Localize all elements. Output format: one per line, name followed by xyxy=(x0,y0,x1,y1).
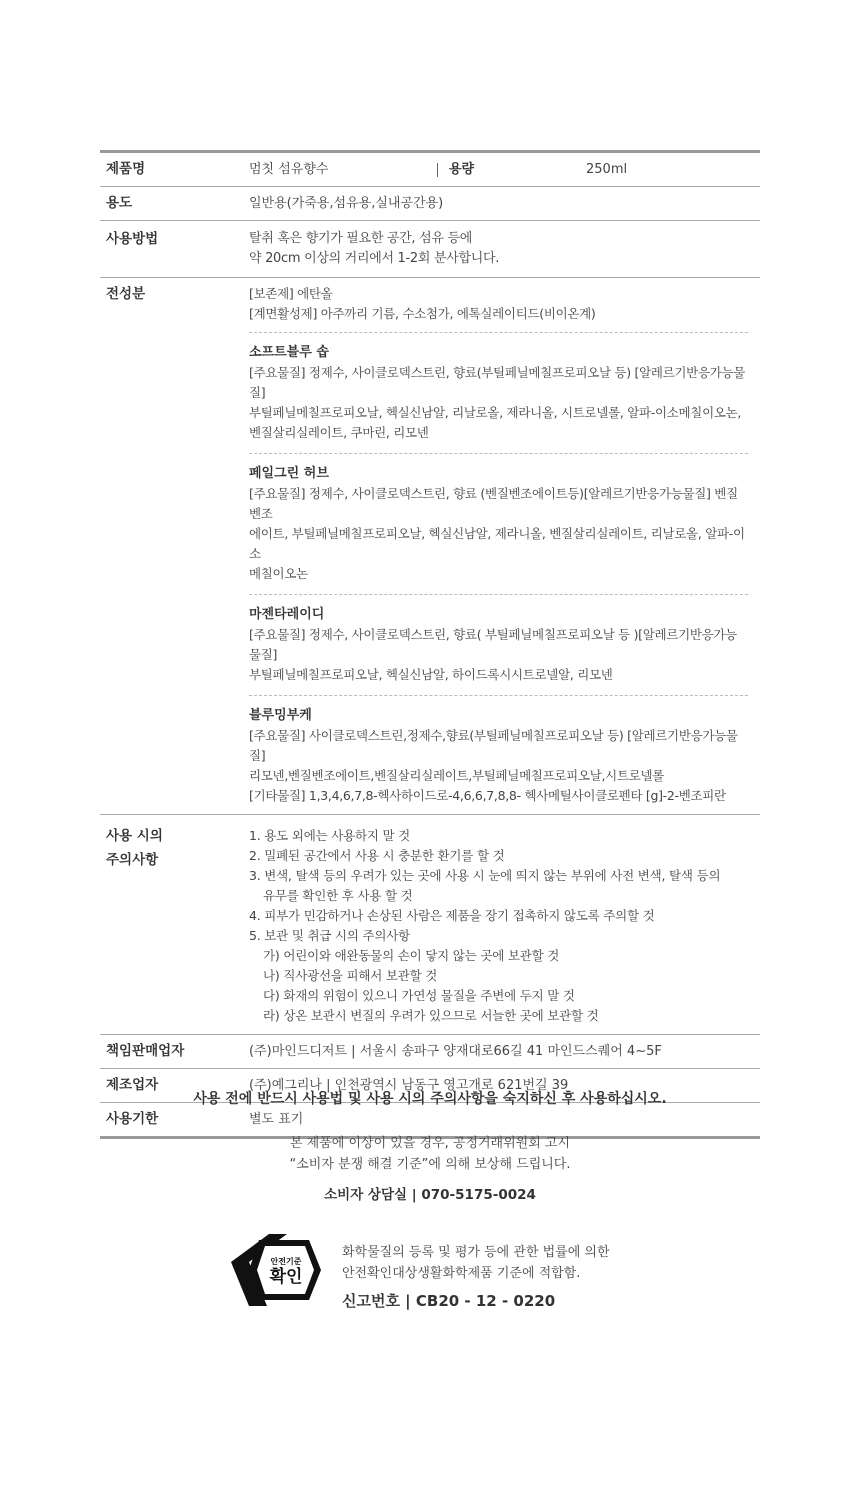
ingredient-line: 벤질살리실레이트, 쿠마린, 리모넨 xyxy=(249,425,429,440)
row-ingredients xyxy=(100,278,760,815)
label-method: 사용방법 xyxy=(106,231,159,247)
ingredients-value xyxy=(249,278,760,814)
maker-value: (주)예그리나 | 인천광역시 남동구 영고개로 621번길 39 xyxy=(249,1078,569,1093)
caution-item: 5. 보관 및 취급 시의 주의사항 xyxy=(249,928,411,943)
scent-title: 블루밍부케 xyxy=(249,708,312,723)
caution-item: 4. 피부가 민감하거나 손상된 사람은 제품을 장기 접촉하지 않도록 주의할 것 xyxy=(249,908,655,923)
ingredient-line: [주요물질] 사이클로덱스트린,정제수,향료(부틸페닐메칠프로피오날 등) [알레르기반응가능물질] xyxy=(249,728,738,763)
expiry-value: 별도 표기 xyxy=(249,1112,304,1127)
caution-item: 2. 밀폐된 공간에서 사용 시 충분한 환기를 할 것 xyxy=(249,848,505,863)
scent-soft-blue-soap xyxy=(249,333,748,454)
compensation-notice xyxy=(0,1133,860,1175)
caution-item: 라) 상온 보관시 변질의 우려가 있으므로 서늘한 곳에 보관할 것 xyxy=(263,1008,599,1023)
registration-number: 신고번호 | CB20 - 12 - 0220 xyxy=(342,1292,556,1310)
logo-big-text: 확인 xyxy=(269,1267,303,1287)
column-divider xyxy=(437,163,438,177)
label-volume: 용량 xyxy=(449,162,475,177)
scent-title: 소프트블루 솝 xyxy=(249,345,329,360)
caution-item: 유무를 확인한 후 사용 할 것 xyxy=(263,888,413,903)
ingredient-line: [기타물질] 1,3,4,6,7,8-헥사하이드로-4,6,6,7,8,8- 헥사메틸사이클로펜타 [g]-2-벤조피란 xyxy=(249,788,726,803)
label-caution-line: 주의사항 xyxy=(106,852,159,868)
caution-item: 다) 화재의 위험이 있으니 가연성 물질을 주변에 두지 말 것 xyxy=(263,988,575,1003)
scent-blooming-bouquet xyxy=(249,696,748,814)
caution-list xyxy=(249,815,760,1034)
ingredient-line: 부틸페닐메칠프로피오날, 헥실신남알, 하이드록시시트로넬알, 리모넨 xyxy=(249,667,613,682)
usage-value: 일반용(가죽용,섬유용,실내공간용) xyxy=(249,196,444,211)
safety-check-logo xyxy=(229,1232,324,1307)
caution-item: 나) 직사광선을 피해서 보관할 것 xyxy=(263,968,438,983)
label-caution xyxy=(100,815,249,1034)
method-line: 탈취 혹은 향기가 필요한 공간, 섬유 등에 xyxy=(249,231,472,246)
label-maker: 제조업자 xyxy=(106,1077,159,1093)
row-product-name xyxy=(100,153,760,187)
ingredient-line: [주요물질] 정제수, 사이클로덱스트린, 향료(부틸페닐메칠프로피오날 등) [알레르기반응가능물질] xyxy=(249,365,746,400)
ingredient-line: [주요물질] 정제수, 사이클로덱스트린, 향료( 부틸페닐메칠프로피오날 등 )[알레르기반응가능물질] xyxy=(249,627,737,662)
row-usage xyxy=(100,187,760,221)
ingredient-line: [보존제] 에탄올 xyxy=(249,286,333,301)
row-caution xyxy=(100,815,760,1035)
volume-value: 250ml xyxy=(586,162,628,177)
ingredient-line: 에이트, 부틸페닐메칠프로피오날, 헥실신남알, 제라니올, 벤질살리실레이트, 리날로올, 알파-이소 xyxy=(249,526,745,561)
scent-title: 마젠타레이디 xyxy=(249,607,325,622)
caution-item: 1. 용도 외에는 사용하지 말 것 xyxy=(249,828,411,843)
ingredient-line: 리모넨,벤질벤조에이트,벤질살리실레이트,부틸페닐메칠프로피오날,시트로넬롤 xyxy=(249,768,665,783)
logo-small-text: 안전기준 xyxy=(270,1257,302,1266)
compensation-line: 본 제품에 이상이 있을 경우, 공정거래위원회 고시 xyxy=(289,1136,571,1151)
scent-magenta-lady xyxy=(249,595,748,696)
consumer-contact: 소비자 상담실 | 070-5175-0024 xyxy=(324,1187,536,1203)
method-value xyxy=(249,221,760,277)
certification-text xyxy=(342,1242,610,1284)
ingredient-line: 부틸페닐메칠프로피오날, 헥실신남알, 리날로올, 제라니올, 시트로넬롤, 알파-이소메칠이오논, xyxy=(249,405,742,420)
seller-value: (주)마인드디저트 | 서울시 송파구 양재대로66길 41 마인드스퀘어 4~5F xyxy=(249,1044,662,1059)
ingredient-line: [계면활성제] 아주까리 기름, 수소첨가, 에톡실레이티드(비이온계) xyxy=(249,306,596,321)
method-line: 약 20cm 이상의 거리에서 1-2회 분사합니다. xyxy=(249,251,500,266)
row-seller xyxy=(100,1035,760,1069)
label-caution-line: 사용 시의 xyxy=(106,828,163,844)
safety-check-icon xyxy=(229,1232,324,1307)
cert-line: 화학물질의 등록 및 평가 등에 관한 법률에 의한 xyxy=(342,1245,610,1260)
caution-item: 3. 변색, 탈색 등의 우려가 있는 곳에 사용 시 눈에 띄지 않는 부위에 사전 변색, 탈색 등의 xyxy=(249,868,721,883)
caution-item: 가) 어린이와 애완동물의 손이 닿지 않는 곳에 보관할 것 xyxy=(263,948,560,963)
scent-pale-green-herb xyxy=(249,454,748,595)
scent-title: 페일그린 허브 xyxy=(249,466,329,481)
ingredient-line: 메칠이오논 xyxy=(249,566,308,581)
label-ingredients: 전성분 xyxy=(106,286,146,302)
product-name-cells xyxy=(249,153,760,186)
product-name-value: 멈칫 섬유향수 xyxy=(249,162,329,177)
label-expiry: 사용기한 xyxy=(106,1111,159,1127)
common-ingredients xyxy=(249,278,748,333)
product-info-table xyxy=(100,150,760,1139)
cert-line: 안전확인대상생활화학제품 기준에 적합함. xyxy=(342,1266,581,1281)
compensation-line: “소비자 분쟁 해결 기준”에 의해 보상해 드립니다. xyxy=(289,1157,571,1172)
label-usage: 용도 xyxy=(106,195,133,211)
label-seller: 책임판매업자 xyxy=(106,1043,185,1059)
usage-notice: 사용 전에 반드시 사용법 및 사용 시의 주의사항을 숙지하신 후 사용하십시오. xyxy=(193,1091,667,1107)
ingredient-line: [주요물질] 정제수, 사이클로덱스트린, 향료 (벤질벤조에이트등)[알레르기반응가능물질] 벤질벤조 xyxy=(249,486,738,521)
label-product-name: 제품명 xyxy=(106,161,146,177)
row-method xyxy=(100,221,760,278)
